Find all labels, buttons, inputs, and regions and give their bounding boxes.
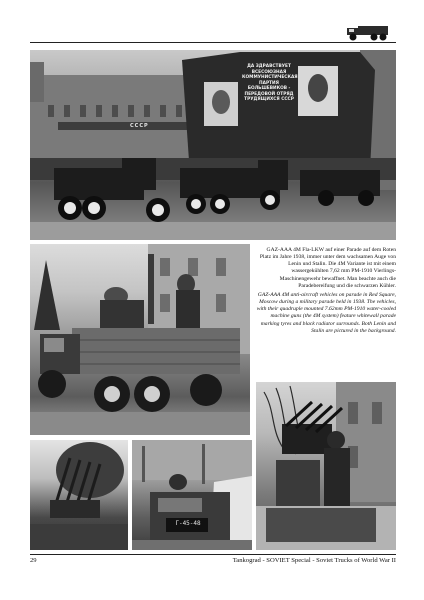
gun-crew-photo xyxy=(256,382,396,550)
page-number: 29 xyxy=(30,557,37,564)
caption-parade-english: GAZ-AAA 4M anti-aircraft vehicles on parade in Red Square, Moscow during a military parade held in 1938. The vehicles, with their quadruple mounted 7.62mm PM-1910 water-cooled machine guns (the 4M system) feature whitewall parade marking tyres and black radiator surrounds. Both Lenin and Stalin are pictured in the background. xyxy=(256,291,396,334)
parade-photo-red-square xyxy=(30,50,396,240)
caption-parade-german: GAZ-AAA 4M Fla-LKW auf einer Parade auf dem Roten Platz im Jahre 1938, immer unter dem wachsamen Auge von Lenin und Stalin. Die 4M Variante ist mit einem wassergekühlten 7,62 mm PM-1910 Vierlings-Maschinengewehr bewaffnet. Man beachte auch die Paradebereifung und die schwarzen Kühler. xyxy=(259,247,396,289)
license-plate-text: Г-45-48 xyxy=(175,520,201,527)
publication-title: Tankograd - SOVIET Special - Soviet Trucks of World War II xyxy=(232,557,396,564)
header-rule xyxy=(30,42,396,43)
facade-text: СССР xyxy=(130,123,149,129)
footer-rule xyxy=(30,554,396,555)
truck-quad-mg-photo xyxy=(30,244,250,435)
banner-slogan-text: ДА ЗДРАВСТВУЕТ ВСЕСОЮЗНАЯ КОММУНИСТИЧЕСКАЯ ПАРТИЯ БОЛЬШЕВИКОВ - ПЕРЕДОВОЙ ОТРЯД ТРУДЯЩИХСЯ СССР xyxy=(242,64,298,103)
truck-icon xyxy=(344,22,394,42)
quad-mg-closeup-photo xyxy=(30,440,128,550)
caption-parade xyxy=(256,247,396,337)
truck-rear-view-photo xyxy=(132,440,252,550)
